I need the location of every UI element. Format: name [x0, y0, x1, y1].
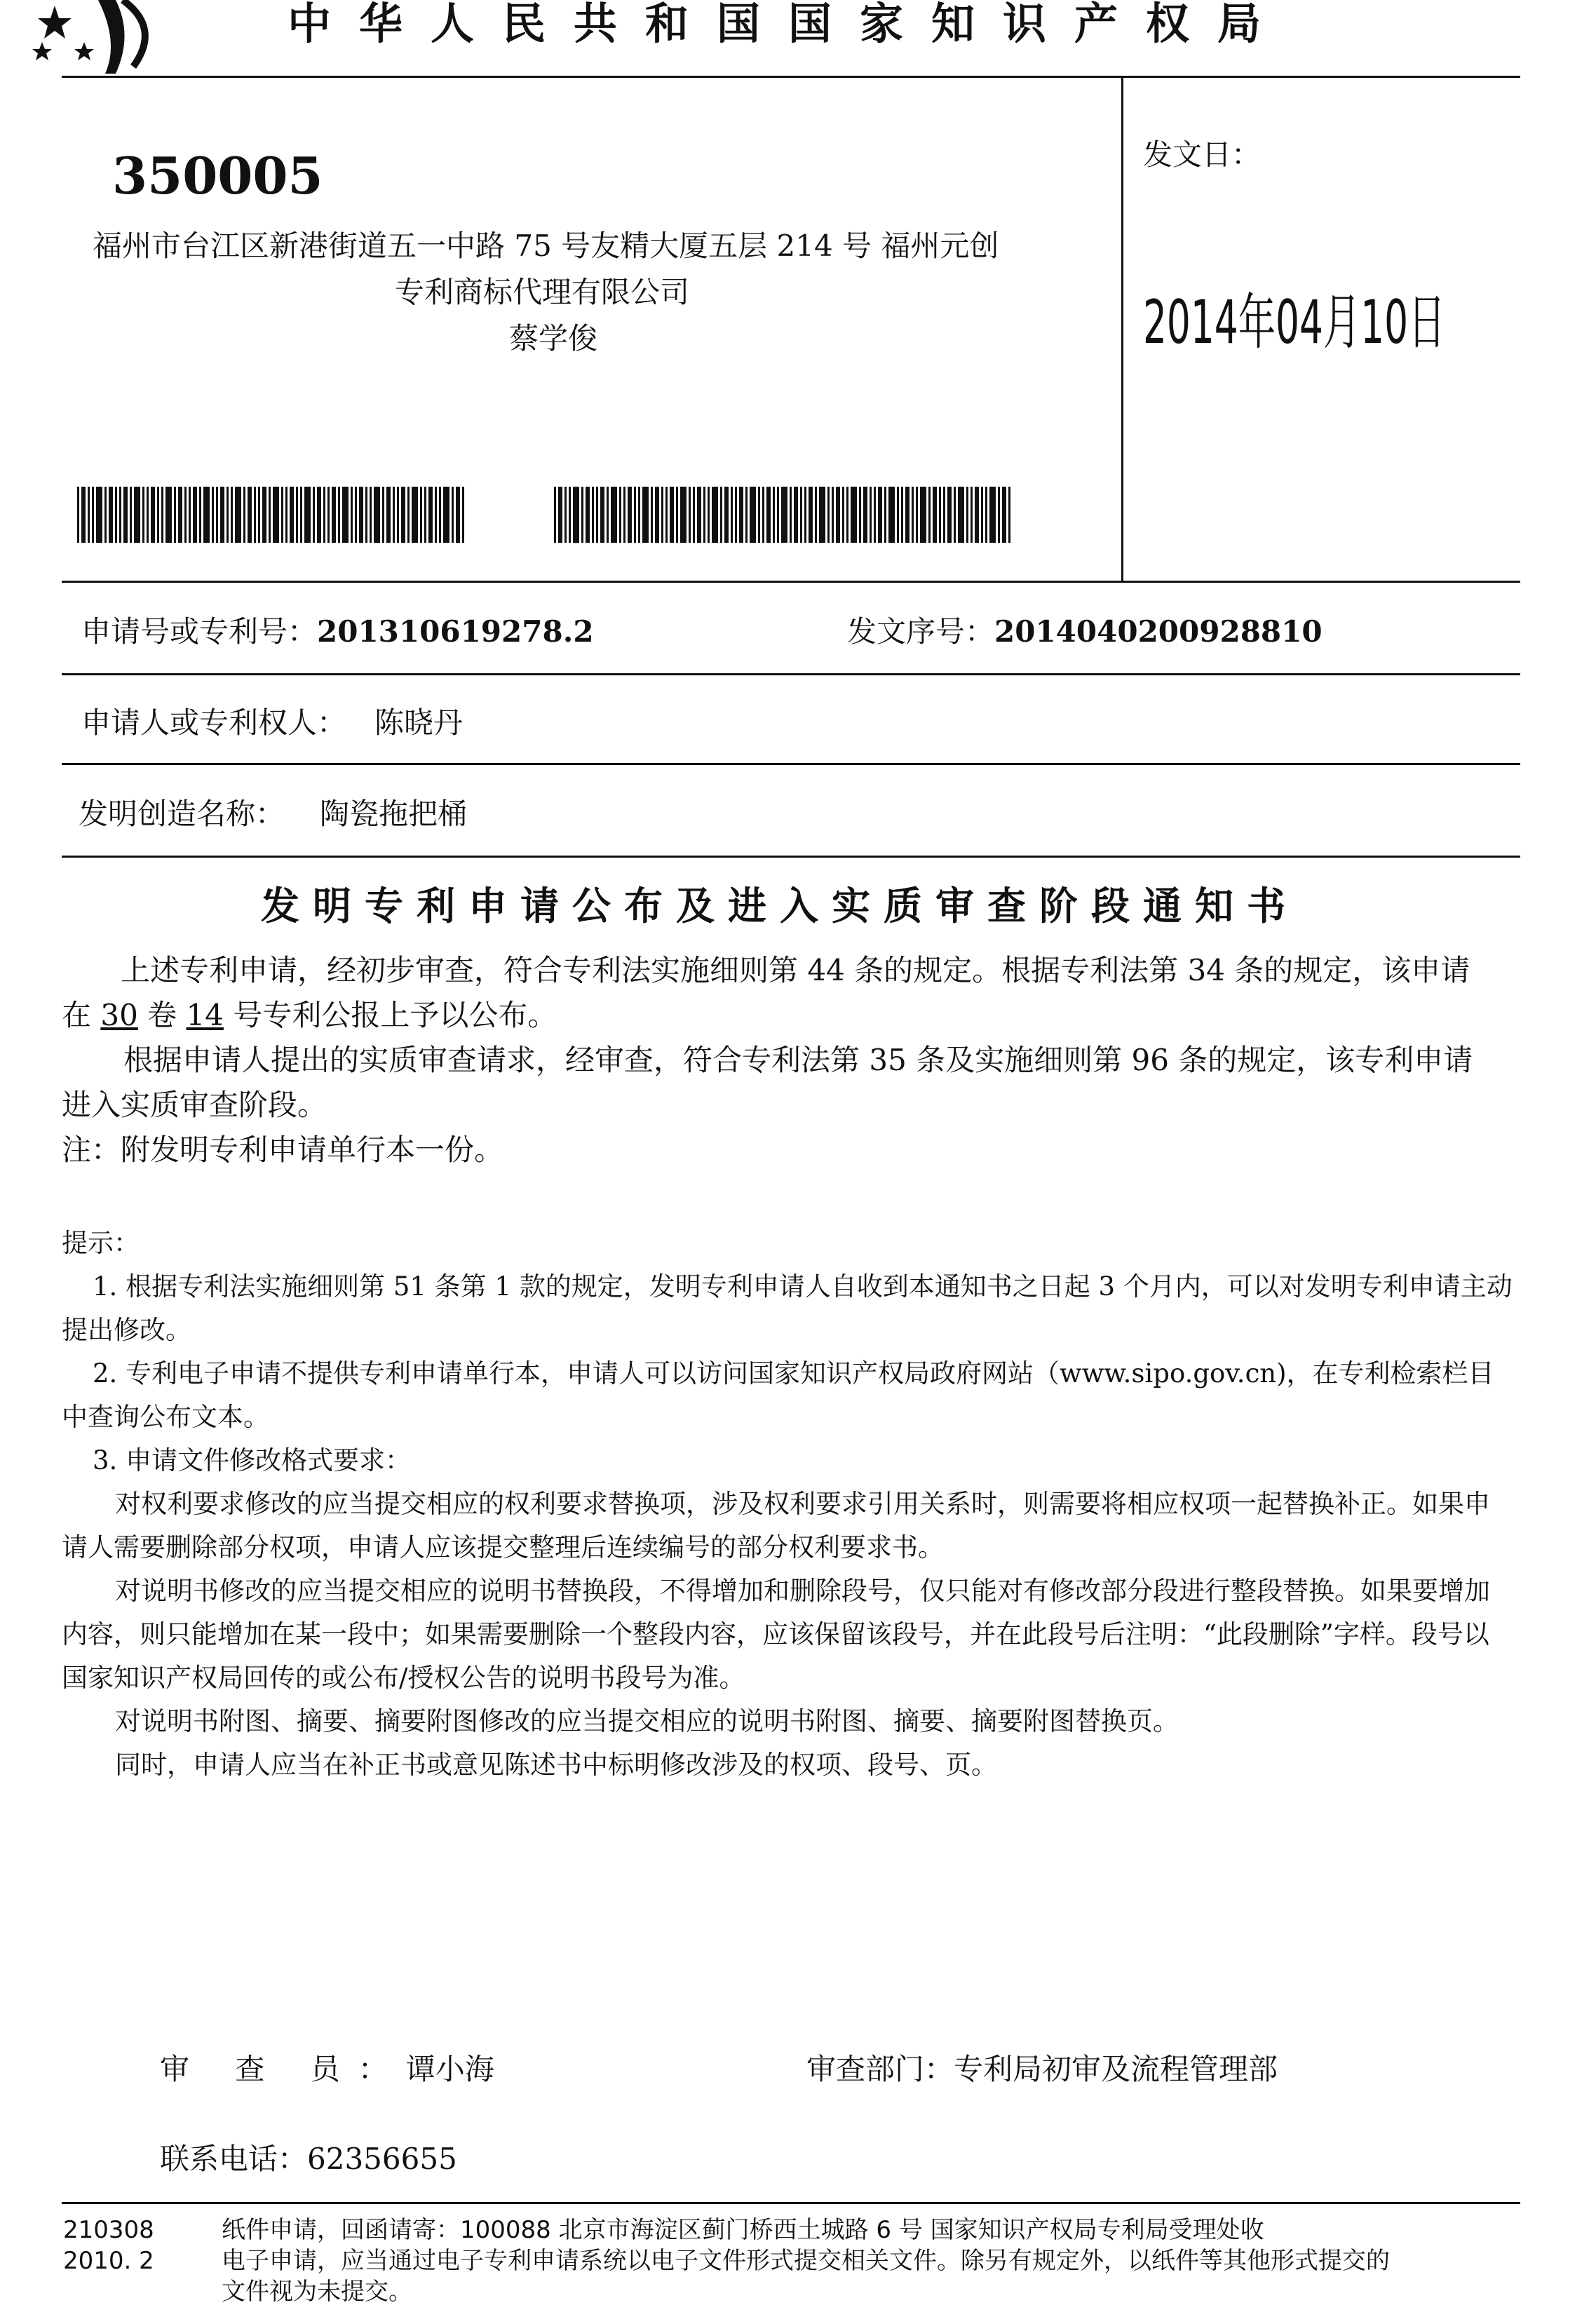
tip-1-line1: 1. 根据专利法实施细则第 51 条第 1 款的规定，发明专利申请人自收到本通知书之日起 3 个月内，可以对发明专利申请主动 [93, 1271, 1513, 1302]
p2-line2: 进入实质审查阶段。 [62, 1088, 327, 1122]
tip-3a-line2: 请人需要删除部分权项，申请人应该提交整理后连续编号的部分权利要求书。 [62, 1532, 944, 1562]
application-number-value: 201310619278.2 [317, 614, 594, 649]
examiner [160, 2046, 494, 2088]
footer-line-2: 电子申请，应当通过电子专利申请系统以电子文件形式提交相关文件。除另有规定外，以纸件等其他形式提交的 [222, 2247, 1390, 2275]
footer-line-3: 文件视为未提交。 [222, 2278, 412, 2306]
header-top-rule [62, 76, 1520, 78]
sipo-logo [28, 0, 168, 77]
form-code-2: 2010. 2 [63, 2247, 154, 2275]
header-divider [1121, 76, 1123, 582]
notice-body [62, 948, 1534, 1173]
applicant [81, 700, 463, 742]
p1-line2-mid: 卷 [137, 998, 187, 1032]
phone-value: 62356655 [307, 2142, 457, 2176]
tips-heading: 提示： [62, 1228, 140, 1258]
invention-label: 发明创造名称： [79, 797, 285, 831]
phone-label: 联系电话： [160, 2142, 308, 2176]
issue-date-label: 发文日： [1143, 137, 1262, 172]
tip-3a-line1: 对权利要求修改的应当提交相应的权利要求替换项，涉及权利要求引用关系时，则需要将相应权项一起替换补正。如果申 [115, 1489, 1490, 1519]
barcode-1 [77, 487, 470, 543]
tip-2-line2: 中查询公布文本。 [62, 1402, 269, 1432]
notice-title: 发明专利申请公布及进入实质审查阶段通知书 [261, 883, 1299, 928]
rule-after-applicant [62, 763, 1520, 765]
p1-line2-post: 号专利公报上予以公布。 [223, 998, 557, 1032]
application-number-label: 申请号或专利号： [81, 614, 318, 649]
serial-number-label: 发文序号： [847, 614, 995, 649]
issue-date-value: 2014年04月10日 [1143, 288, 1446, 358]
p1-line2 [62, 993, 1534, 1038]
invention-value: 陶瓷拖把桶 [320, 797, 468, 831]
header-bottom-rule [62, 581, 1520, 583]
invention-name [79, 791, 467, 833]
rule-after-invention [62, 856, 1520, 858]
rule-after-number [62, 673, 1520, 675]
tip-2-line1: 2. 专利电子申请不提供专利申请单行本，申请人可以访问国家知识产权局政府网站（www.sipo.gov.cn)，在专利检索栏目 [93, 1358, 1494, 1389]
department-label: 审查部门： [806, 2052, 954, 2086]
p1-line1: 上述专利申请，经初步审查，符合专利法实施细则第 44 条的规定。根据专利法第 34 条的规定，该申请 [121, 953, 1470, 987]
tip-1-line2: 提出修改。 [62, 1315, 191, 1345]
contact-phone [160, 2136, 457, 2178]
department [806, 2046, 1278, 2088]
examiner-value: 谭小海 [405, 2052, 494, 2086]
tip-3b-line1: 对说明书修改的应当提交相应的说明书替换段，不得增加和删除段号，仅只能对有修改部分段进行整段替换。如果要增加 [115, 1576, 1490, 1606]
tips-section [62, 1222, 1534, 1787]
department-value: 专利局初审及流程管理部 [954, 2052, 1278, 2086]
gazette-issue: 14 [186, 998, 224, 1032]
applicant-label: 申请人或专利权人： [81, 705, 347, 740]
gazette-volume: 30 [100, 998, 138, 1032]
office-title: 中华人民共和国国家知识产权局 [288, 0, 1290, 49]
footer-rule [62, 2202, 1520, 2204]
p2-line1: 根据申请人提出的实质审查请求，经审查，符合专利法第 35 条及实施细则第 96 条的规定，该专利申请 [123, 1043, 1473, 1077]
tip-3d: 同时，申请人应当在补正书或意见陈述书中标明修改涉及的权项、段号、页。 [115, 1750, 997, 1780]
barcode-2 [554, 487, 1031, 543]
applicant-value: 陈晓丹 [374, 705, 464, 740]
form-code-1: 210308 [63, 2216, 154, 2244]
tip-3b-line2: 内容，则只能增加在某一段中；如果需要删除一个整段内容，应该保留该段号，并在此段号后注明：“此段删除”字样。段号以 [62, 1619, 1489, 1649]
serial-number-value: 2014040200928810 [994, 614, 1323, 649]
examiner-label: 审 查 员： [160, 2052, 406, 2086]
tip-3c: 对说明书附图、摘要、摘要附图修改的应当提交相应的说明书附图、摘要、摘要附图替换页。 [115, 1706, 1179, 1736]
tip-3b-line3: 国家知识产权局回传的或公布/授权公告的说明书段号为准。 [62, 1663, 745, 1693]
address-line-1: 福州市台江区新港街道五一中路 75 号友精大厦五层 214 号 福州元创 [93, 229, 999, 263]
recipient-name: 蔡学俊 [509, 321, 598, 356]
tip-3-heading: 3. 申请文件修改格式要求： [93, 1445, 412, 1475]
application-number [81, 609, 594, 651]
footer-line-1: 纸件申请，回函请寄：100088 北京市海淀区蓟门桥西土城路 6 号 国家知识产权局专利局受理处收 [222, 2216, 1264, 2244]
serial-number [847, 609, 1323, 651]
address-line-2: 专利商标代理有限公司 [395, 275, 690, 309]
postcode: 350005 [112, 146, 323, 205]
attachment-note: 注：附发明专利申请单行本一份。 [62, 1133, 504, 1167]
p1-line2-pre: 在 [62, 998, 101, 1032]
